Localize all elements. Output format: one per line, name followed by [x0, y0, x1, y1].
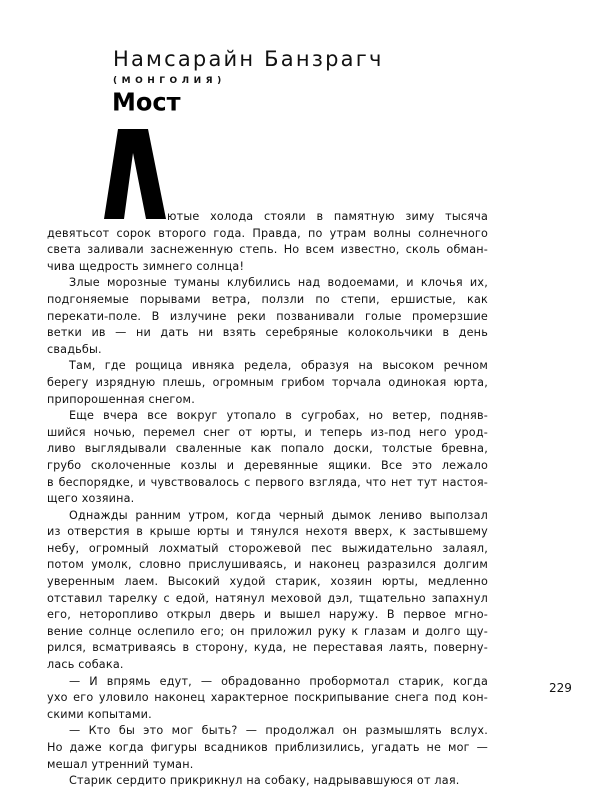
text-line: света заливали заснеженную степь. Но всем известно, сколь обман-: [47, 243, 488, 257]
text-line: лась собака.: [47, 658, 124, 672]
text-line: ливо выглядывали сваленные как попало доски, толстые бревна,: [47, 442, 488, 456]
text-line: девятьсот сорок второго года. Правда, по утрам волны солнечного: [47, 226, 488, 240]
text-line: мешал утренний туман.: [47, 757, 194, 771]
text-line: шийся ночью, перемел снег от юрты, и теперь из-под него урод-: [47, 425, 488, 439]
text-line: подгоняемые порывами ветра, ползли по степи, ершистые, как: [47, 292, 488, 306]
text-line: потом умолк, словно прислушиваясь, и наконец разразился долгим: [47, 558, 488, 572]
text-line: небу, огромный лохматый сторожевой пес выжидательно залаял,: [47, 541, 488, 555]
text-line: Злые морозные туманы клубились над водоемами, и клочья их,: [69, 276, 488, 290]
text-line: вение солнце ослепило его; он приложил руку к глазам и долго щу-: [47, 624, 488, 638]
text-line: Еще вчера все вокруг утопало в сугробах, но ветер, подняв-: [69, 409, 488, 423]
text-line: щего хозяина.: [47, 492, 135, 506]
text-line: уверенным лаем. Высокий худой старик, хозяин юрты, медленно: [47, 575, 488, 589]
text-line: свадьбы.: [47, 342, 102, 356]
text-line: перекати-поле. В излучине реки позванивали голые промерзшие: [47, 309, 488, 323]
page-number: 229: [549, 681, 572, 695]
text-line: Старик сердито прикрикнул на собаку, надрывавшуюся от лая.: [69, 774, 460, 788]
text-line: отставил тарелку с едой, натянул меховой дэл, тщательно запахнул: [47, 591, 488, 605]
article-body: [47, 209, 488, 790]
author-country: (МОНГОЛИЯ): [113, 76, 226, 86]
text-line: ветки ив — ни дать ни взять серебряные колокольчики в день: [47, 326, 488, 340]
text-line: — Кто бы это мог быть? — продолжал он размышлять вслух.: [69, 724, 488, 738]
text-line: — И впрямь едут, — обрадованно пробормотал старик, когда: [69, 674, 488, 688]
text-line: в беспорядке, и чувствовалось с первого взгляда, что нет тут настоя-: [47, 475, 488, 489]
drop-cap-letter: [104, 129, 166, 219]
text-line: его, неторопливо открыл дверь и вышел наружу. В первое мгно-: [47, 608, 488, 622]
text-line: из отверстия в крыше юрты и тянулся нехотя вверх, к застывшему: [47, 525, 488, 539]
text-line: ютые холода стояли в памятную зиму тысяча: [167, 210, 488, 223]
story-title: Мост: [112, 87, 181, 117]
text-line: Однажды ранним утром, когда черный дымок лениво выползал: [69, 508, 488, 522]
text-line: скими копытами.: [47, 707, 152, 721]
text-line: рился, всматриваясь в сторону, куда, не переставая лаять, поверну-: [47, 641, 488, 655]
text-line: ухо его уловило наконец характерное поскрипывание снега под кон-: [47, 691, 488, 705]
text-line: чива щедрость зимнего солнца!: [47, 259, 245, 273]
author-name: Намсарайн Банзрагч: [113, 47, 384, 71]
text-line: грубо сколоченные козлы и деревянные ящики. Все это лежало: [47, 458, 488, 472]
text-line: берегу изрядную плешь, огромным грибом торчала одинокая юрта,: [47, 375, 488, 389]
text-line: Но даже когда фигуры всадников приблизились, угадать не мог —: [47, 741, 488, 754]
text-line: Там, где рощица ивняка редела, образуя на высоком речном: [69, 359, 488, 373]
text-line: припорошенная снегом.: [47, 392, 195, 406]
